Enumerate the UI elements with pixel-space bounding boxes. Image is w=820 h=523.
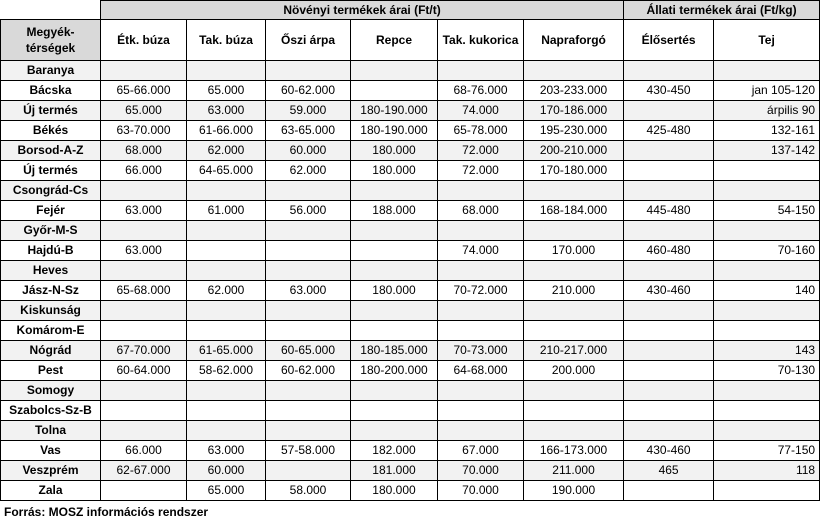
elosertes-cell: 465 <box>624 461 714 481</box>
elosertes-cell <box>624 481 714 501</box>
etk-buza-cell: 65-68.000 <box>101 281 187 301</box>
tej-cell: 54-150 <box>714 201 820 221</box>
elosertes-cell <box>624 401 714 421</box>
repce-cell: 182.000 <box>351 441 438 461</box>
tej-cell <box>714 61 820 81</box>
tak-kukorica-cell: 74.000 <box>438 241 524 261</box>
column-header-row <box>1 20 820 61</box>
elosertes-cell <box>624 361 714 381</box>
tak-buza-cell: 62.000 <box>187 141 266 161</box>
tak-kukorica-cell <box>438 221 524 241</box>
oszi-arpa-cell <box>266 401 351 421</box>
table-row <box>1 361 820 381</box>
oszi-arpa-cell <box>266 181 351 201</box>
elosertes-cell: 445-480 <box>624 201 714 221</box>
tak-buza-cell: 61-65.000 <box>187 341 266 361</box>
tak-buza-cell: 58-62.000 <box>187 361 266 381</box>
region-cell: Jász-N-Sz <box>1 281 101 301</box>
napraforgo-cell <box>524 401 624 421</box>
table-row <box>1 141 820 161</box>
tej-cell: 143 <box>714 341 820 361</box>
tak-buza-cell: 65.000 <box>187 81 266 101</box>
napraforgo-cell: 210-217.000 <box>524 341 624 361</box>
elosertes-cell: 425-480 <box>624 121 714 141</box>
table-row <box>1 101 820 121</box>
tej-cell: 77-150 <box>714 441 820 461</box>
table-row <box>1 341 820 361</box>
napraforgo-cell <box>524 381 624 401</box>
region-cell: Komárom-E <box>1 321 101 341</box>
tej-cell: 70-160 <box>714 241 820 261</box>
etk-buza-cell <box>101 61 187 81</box>
tak-buza-cell <box>187 221 266 241</box>
tak-buza-cell <box>187 241 266 261</box>
etk-buza-cell <box>101 421 187 441</box>
tak-kukorica-cell <box>438 301 524 321</box>
tak-kukorica-cell: 70-73.000 <box>438 341 524 361</box>
etk-buza-cell: 66.000 <box>101 441 187 461</box>
repce-cell <box>351 301 438 321</box>
tak-buza-cell: 63.000 <box>187 441 266 461</box>
region-cell: Baranya <box>1 61 101 81</box>
repce-cell: 180-190.000 <box>351 121 438 141</box>
region-cell: Somogy <box>1 381 101 401</box>
repce-cell <box>351 261 438 281</box>
napraforgo-cell: 200.000 <box>524 361 624 381</box>
repce-cell: 180.000 <box>351 141 438 161</box>
tak-kukorica-column-header: Tak. kukorica <box>438 20 524 61</box>
tak-buza-cell <box>187 261 266 281</box>
etk-buza-cell <box>101 321 187 341</box>
etk-buza-cell: 63.000 <box>101 201 187 221</box>
table-row <box>1 201 820 221</box>
tak-buza-cell: 61.000 <box>187 201 266 221</box>
repce-cell <box>351 181 438 201</box>
region-column-header: Megyék-térségek <box>1 20 101 61</box>
repce-cell: 180-185.000 <box>351 341 438 361</box>
table-row <box>1 161 820 181</box>
region-cell: Bácska <box>1 81 101 101</box>
repce-cell <box>351 221 438 241</box>
tak-kukorica-cell: 65-78.000 <box>438 121 524 141</box>
napraforgo-cell <box>524 261 624 281</box>
elosertes-cell <box>624 381 714 401</box>
napraforgo-cell: 195-230.000 <box>524 121 624 141</box>
tej-cell: jan 105-120 <box>714 81 820 101</box>
elosertes-cell: 430-450 <box>624 81 714 101</box>
napraforgo-cell <box>524 421 624 441</box>
tak-buza-cell <box>187 61 266 81</box>
oszi-arpa-cell <box>266 301 351 321</box>
region-cell: Csongrád-Cs <box>1 181 101 201</box>
tak-kukorica-cell: 67.000 <box>438 441 524 461</box>
tej-cell: árpilis 90 <box>714 101 820 121</box>
elosertes-cell: 460-480 <box>624 241 714 261</box>
tak-buza-cell: 64-65.000 <box>187 161 266 181</box>
elosertes-cell <box>624 161 714 181</box>
table-row <box>1 421 820 441</box>
oszi-arpa-cell <box>266 221 351 241</box>
elosertes-cell: 430-460 <box>624 441 714 461</box>
napraforgo-cell <box>524 181 624 201</box>
group-header-row <box>1 1 820 20</box>
region-cell: Borsod-A-Z <box>1 141 101 161</box>
napraforgo-cell <box>524 221 624 241</box>
tak-kukorica-cell <box>438 181 524 201</box>
tej-cell: 132-161 <box>714 121 820 141</box>
region-cell: Vas <box>1 441 101 461</box>
region-cell: Nógrád <box>1 341 101 361</box>
tak-kukorica-cell: 72.000 <box>438 161 524 181</box>
tej-cell <box>714 301 820 321</box>
table-row <box>1 381 820 401</box>
animal-products-group-header: Állati termékek árai (Ft/kg) <box>624 1 820 20</box>
tak-kukorica-cell: 70-72.000 <box>438 281 524 301</box>
oszi-arpa-cell: 62.000 <box>266 161 351 181</box>
table-row <box>1 441 820 461</box>
tak-buza-cell: 61-66.000 <box>187 121 266 141</box>
elosertes-cell <box>624 101 714 121</box>
tak-buza-cell <box>187 321 266 341</box>
tej-cell: 70-130 <box>714 361 820 381</box>
repce-cell <box>351 401 438 421</box>
oszi-arpa-cell <box>266 261 351 281</box>
table-row <box>1 221 820 241</box>
tej-cell: 140 <box>714 281 820 301</box>
etk-buza-cell <box>101 401 187 421</box>
napraforgo-cell: 166-173.000 <box>524 441 624 461</box>
tak-buza-cell <box>187 421 266 441</box>
table-row <box>1 301 820 321</box>
etk-buza-cell: 68.000 <box>101 141 187 161</box>
region-cell: Győr-M-S <box>1 221 101 241</box>
elosertes-cell <box>624 341 714 361</box>
repce-cell: 180-190.000 <box>351 101 438 121</box>
plant-products-group-header: Növényi termékek árai (Ft/t) <box>101 1 624 20</box>
etk-buza-cell <box>101 301 187 321</box>
etk-buza-cell: 65-66.000 <box>101 81 187 101</box>
oszi-arpa-cell: 56.000 <box>266 201 351 221</box>
napraforgo-cell: 211.000 <box>524 461 624 481</box>
napraforgo-cell <box>524 301 624 321</box>
oszi-arpa-cell <box>266 381 351 401</box>
napraforgo-cell: 170.000 <box>524 241 624 261</box>
tak-kukorica-cell: 68.000 <box>438 201 524 221</box>
repce-cell: 181.000 <box>351 461 438 481</box>
oszi-arpa-cell: 57-58.000 <box>266 441 351 461</box>
repce-cell <box>351 421 438 441</box>
napraforgo-cell: 190.000 <box>524 481 624 501</box>
table-row <box>1 81 820 101</box>
oszi-arpa-cell <box>266 421 351 441</box>
tak-kukorica-cell: 72.000 <box>438 141 524 161</box>
repce-cell: 188.000 <box>351 201 438 221</box>
tak-buza-cell: 60.000 <box>187 461 266 481</box>
oszi-arpa-cell <box>266 61 351 81</box>
tak-buza-cell: 62.000 <box>187 281 266 301</box>
napraforgo-cell <box>524 61 624 81</box>
napraforgo-cell: 210.000 <box>524 281 624 301</box>
napraforgo-cell: 170-186.000 <box>524 101 624 121</box>
napraforgo-cell: 200-210.000 <box>524 141 624 161</box>
elosertes-cell <box>624 221 714 241</box>
table-row <box>1 461 820 481</box>
repce-cell <box>351 241 438 261</box>
tej-cell <box>714 181 820 201</box>
napraforgo-cell <box>524 321 624 341</box>
tak-buza-cell <box>187 181 266 201</box>
region-cell: Veszprém <box>1 461 101 481</box>
elosertes-cell <box>624 141 714 161</box>
etk-buza-cell: 63.000 <box>101 241 187 261</box>
repce-cell: 180.000 <box>351 481 438 501</box>
elosertes-cell <box>624 321 714 341</box>
tej-cell <box>714 381 820 401</box>
tej-cell <box>714 261 820 281</box>
etk-buza-cell: 63-70.000 <box>101 121 187 141</box>
tak-kukorica-cell <box>438 61 524 81</box>
tak-kukorica-cell: 74.000 <box>438 101 524 121</box>
tak-buza-cell: 63.000 <box>187 101 266 121</box>
region-cell: Szabolcs-Sz-B <box>1 401 101 421</box>
repce-cell: 180.000 <box>351 161 438 181</box>
elosertes-cell <box>624 181 714 201</box>
region-cell: Hajdú-B <box>1 241 101 261</box>
repce-cell: 180-200.000 <box>351 361 438 381</box>
etk-buza-cell <box>101 221 187 241</box>
napraforgo-cell: 170-180.000 <box>524 161 624 181</box>
etk-buza-cell: 65.000 <box>101 101 187 121</box>
oszi-arpa-column-header: Őszi árpa <box>266 20 351 61</box>
tej-cell <box>714 161 820 181</box>
table-row <box>1 281 820 301</box>
oszi-arpa-cell <box>266 321 351 341</box>
etk-buza-cell <box>101 481 187 501</box>
etk-buza-cell: 67-70.000 <box>101 341 187 361</box>
tak-buza-column-header: Tak. búza <box>187 20 266 61</box>
elosertes-cell <box>624 301 714 321</box>
tej-cell: 118 <box>714 461 820 481</box>
region-cell: Heves <box>1 261 101 281</box>
napraforgo-column-header: Napraforgó <box>524 20 624 61</box>
etk-buza-cell <box>101 261 187 281</box>
table-row <box>1 121 820 141</box>
tak-kukorica-cell: 64-68.000 <box>438 361 524 381</box>
table-row <box>1 401 820 421</box>
tak-kukorica-cell <box>438 421 524 441</box>
tak-buza-cell <box>187 401 266 421</box>
tak-kukorica-cell <box>438 401 524 421</box>
tej-cell: 137-142 <box>714 141 820 161</box>
region-cell: Zala <box>1 481 101 501</box>
table-row <box>1 181 820 201</box>
blank-corner-cell <box>1 1 101 20</box>
etk-buza-column-header: Étk. búza <box>101 20 187 61</box>
repce-cell <box>351 81 438 101</box>
elosertes-cell: 430-460 <box>624 281 714 301</box>
region-cell: Tolna <box>1 421 101 441</box>
tak-buza-cell <box>187 381 266 401</box>
repce-cell: 180.000 <box>351 281 438 301</box>
oszi-arpa-cell: 58.000 <box>266 481 351 501</box>
repce-cell <box>351 321 438 341</box>
region-cell: Fejér <box>1 201 101 221</box>
tej-cell <box>714 401 820 421</box>
oszi-arpa-cell: 63.000 <box>266 281 351 301</box>
elosertes-cell <box>624 261 714 281</box>
etk-buza-cell: 60-64.000 <box>101 361 187 381</box>
tej-cell <box>714 221 820 241</box>
repce-cell <box>351 381 438 401</box>
region-cell: Békés <box>1 121 101 141</box>
repce-column-header: Repce <box>351 20 438 61</box>
tak-buza-cell <box>187 301 266 321</box>
oszi-arpa-cell <box>266 241 351 261</box>
tak-buza-cell: 65.000 <box>187 481 266 501</box>
elosertes-cell <box>624 61 714 81</box>
tej-cell <box>714 421 820 441</box>
region-cell: Új termés <box>1 101 101 121</box>
table-row <box>1 261 820 281</box>
region-cell: Kiskunság <box>1 301 101 321</box>
etk-buza-cell: 62-67.000 <box>101 461 187 481</box>
source-note: Forrás: MOSZ információs rendszer <box>4 505 209 519</box>
etk-buza-cell: 66.000 <box>101 161 187 181</box>
tej-cell <box>714 321 820 341</box>
tej-cell <box>714 481 820 501</box>
oszi-arpa-cell: 60-65.000 <box>266 341 351 361</box>
oszi-arpa-cell: 59.000 <box>266 101 351 121</box>
table-row <box>1 61 820 81</box>
napraforgo-cell: 168-184.000 <box>524 201 624 221</box>
napraforgo-cell: 203-233.000 <box>524 81 624 101</box>
tak-kukorica-cell: 70.000 <box>438 481 524 501</box>
repce-cell <box>351 61 438 81</box>
elosertes-column-header: Élősertés <box>624 20 714 61</box>
oszi-arpa-cell <box>266 461 351 481</box>
table-row <box>1 321 820 341</box>
tak-kukorica-cell <box>438 381 524 401</box>
table-row <box>1 481 820 501</box>
oszi-arpa-cell: 63-65.000 <box>266 121 351 141</box>
tak-kukorica-cell <box>438 321 524 341</box>
tak-kukorica-cell: 70.000 <box>438 461 524 481</box>
tak-kukorica-cell: 68-76.000 <box>438 81 524 101</box>
oszi-arpa-cell: 60-62.000 <box>266 81 351 101</box>
etk-buza-cell <box>101 181 187 201</box>
tak-kukorica-cell <box>438 261 524 281</box>
elosertes-cell <box>624 421 714 441</box>
tej-column-header: Tej <box>714 20 820 61</box>
table-row <box>1 241 820 261</box>
etk-buza-cell <box>101 381 187 401</box>
oszi-arpa-cell: 60.000 <box>266 141 351 161</box>
oszi-arpa-cell: 60-62.000 <box>266 361 351 381</box>
region-cell: Pest <box>1 361 101 381</box>
region-cell: Új termés <box>1 161 101 181</box>
